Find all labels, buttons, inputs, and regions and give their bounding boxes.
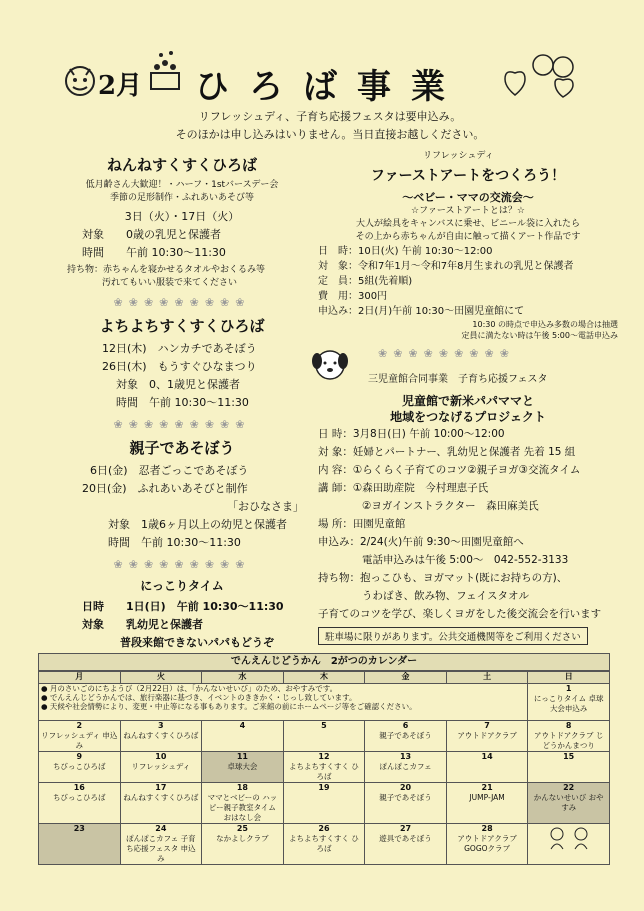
- calendar-day-13: [365, 752, 447, 783]
- day-number: 5: [321, 721, 327, 730]
- calendar-day-3: [120, 721, 202, 752]
- yochi-line2: 26日(木) もうすぐひなまつり: [102, 360, 257, 373]
- notice-line-2: そのほかは申し込みはいりません。当日直接お越しください。: [175, 128, 485, 141]
- festa-header-area: [318, 341, 618, 393]
- nikkori-date: 日時 1日(日) 午前 10:30～11:30: [82, 600, 284, 613]
- oyako-target: 対象 1歳6ヶ月以上の幼児と保護者: [108, 518, 287, 531]
- festa-lecturer2: ②ヨガインストラクター 森田麻美氏: [362, 500, 539, 512]
- calendar-day-14: [446, 752, 528, 783]
- day-event: 遊具であそぼう: [379, 834, 432, 843]
- day-number: 9: [76, 752, 83, 761]
- calendar-day-18: [202, 783, 284, 824]
- day-number: 8: [565, 721, 572, 730]
- day-number: 27: [399, 824, 412, 833]
- day-event: 親子であそぼう: [379, 793, 432, 802]
- refresh-what: ☆ファーストアートとは？☆: [411, 206, 525, 216]
- day-event: よちよちすくすく ひろば: [289, 762, 359, 781]
- day-event: リフレッシュディ: [131, 762, 191, 771]
- calendar-week-2: [39, 721, 610, 752]
- day-number: 17: [155, 783, 167, 792]
- calendar-day-9: [39, 752, 121, 783]
- day-number: 21: [481, 783, 493, 792]
- festa-lecturer1: 講 師：①森田助産院 今村理恵子氏: [318, 482, 489, 494]
- refresh-title: ファーストアートをつくろう！: [370, 168, 566, 184]
- festa-bring1: 持ち物：抱っこひも、ヨガマット(既にお持ちの方)、: [318, 572, 568, 584]
- oyako-title: 親子であそぼう: [129, 439, 235, 457]
- oyako-section: [52, 437, 312, 552]
- refresh-capacity: 定 員：5組(先着順): [318, 276, 413, 287]
- oyako-line1: 6日(金) 忍者ごっこであそぼう: [90, 464, 249, 477]
- calendar-day-23: [39, 824, 121, 865]
- day-number: 1: [565, 684, 572, 693]
- calendar-day-10: [120, 752, 202, 783]
- day-number: 15: [563, 752, 575, 761]
- refresh-apply: 申込み：2日(月)午前 10:30～田園児童館にて: [318, 306, 525, 317]
- festa-closing: 子育てのコツを学び、楽しくヨガをした後交流会を行います: [318, 608, 602, 620]
- nikkori-note: 普段来館できないパパもどうぞ: [120, 636, 274, 649]
- day-event: ちびっこひろば: [53, 762, 106, 771]
- festa-label: 三児童館合同事業 子育ち応援フェスタ: [368, 374, 548, 385]
- day-number: 24: [155, 824, 167, 833]
- nenne-title: ねんねすくすくひろば: [106, 156, 257, 174]
- left-column: [52, 152, 312, 652]
- refresh-fee: 費 用：300円: [318, 291, 388, 302]
- oni-mask-icon: [62, 63, 98, 97]
- day-number: 13: [399, 752, 412, 761]
- calendar-week-1: [39, 684, 610, 721]
- day-number: 18: [236, 783, 248, 792]
- day-number: 7: [484, 721, 490, 730]
- festa-title1: 児童館で新米パパママと: [401, 394, 534, 408]
- oyako-line2: 20日(金) ふれあいあそびと制作: [82, 482, 248, 495]
- refresh-target: 対 象：令和7年1月～令和7年8月生まれの乳児と保護者: [318, 261, 574, 272]
- calendar-title: でんえんじどうかん 2がつのカレンダー: [38, 653, 610, 671]
- calendar-day-4: [202, 721, 284, 752]
- day-event: ねんねすくすくひろば: [123, 793, 199, 802]
- calendar-day-5: [283, 721, 365, 752]
- page-header: [0, 55, 644, 105]
- calendar-day-11: [202, 752, 284, 783]
- day-number: 20: [399, 783, 412, 792]
- bean-box-icon: [145, 47, 185, 95]
- nenne-dates: 3日（火）・17日（火）: [124, 210, 240, 223]
- calendar-week-3: [39, 752, 610, 783]
- day-event: にっこりタイム 卓球大会申込み: [533, 694, 604, 713]
- weekday-sun: 日: [528, 672, 610, 684]
- yochi-title: よちよちすくすくひろば: [99, 317, 265, 335]
- nenne-time: 時間 午前 10:30～11:30: [82, 246, 226, 259]
- day-event: アウトドアクラブ じどうかんまつり: [533, 731, 604, 750]
- day-number: 28: [481, 824, 493, 833]
- day-number: 16: [73, 783, 85, 792]
- day-number: 23: [73, 824, 85, 833]
- nenne-section: [52, 154, 312, 290]
- festa-section: [318, 393, 618, 645]
- calendar-day-20: [365, 783, 447, 824]
- calendar-day-15: [528, 752, 610, 783]
- refresh-apply-note1: 10:30 の時点で申込み多数の場合は抽選: [472, 320, 618, 329]
- day-event: ちびっこひろば: [53, 793, 106, 802]
- day-event: ねんねすくすくひろば: [123, 731, 199, 740]
- flower-divider-1: ❀❀❀❀❀❀❀❀❀: [113, 296, 251, 309]
- calendar-day-12: [283, 752, 365, 783]
- calendar-week-4: [39, 783, 610, 824]
- day-event: JUMP-JAM: [469, 793, 505, 802]
- calendar-day-6: [365, 721, 447, 752]
- nikkori-target: 対象 乳幼児と保護者: [82, 618, 203, 631]
- nenne-sub2: 季節の足形制作・ふれあいあそび等: [109, 193, 254, 203]
- calendar-day-empty: [528, 824, 610, 865]
- oyako-line3: 「おひなさま」: [227, 500, 304, 513]
- right-column: [318, 150, 618, 645]
- yochi-section: [52, 315, 312, 412]
- calendar-day-1: [528, 684, 610, 721]
- day-event: 卓球大会: [227, 762, 258, 771]
- weekday-thu: 木: [283, 672, 365, 684]
- nenne-bring1: 持ち物：赤ちゃんを寝かせるタオルやおくるみ等: [67, 265, 266, 275]
- children-illustration-icon: [539, 825, 599, 851]
- calendar-weekday-row: [39, 672, 610, 684]
- nenne-target: 対象 0歳の乳児と保護者: [82, 228, 221, 241]
- festa-target: 対 象：妊婦とパートナー、乳幼児と保護者 先着 15 組: [318, 446, 576, 458]
- day-event: ぽんぽこカフェ 子育ち応援フェスタ 申込み: [126, 834, 196, 863]
- calendar-day-16: [39, 783, 121, 824]
- calendar-day-7: [446, 721, 528, 752]
- nikkori-title: にっこりタイム: [140, 579, 224, 593]
- refresh-section: [318, 150, 618, 341]
- page-title: ひろば事業: [195, 67, 465, 107]
- day-number: 11: [236, 752, 248, 761]
- calendar-table: [38, 671, 610, 865]
- day-number: 19: [318, 783, 330, 792]
- refresh-apply-note2: 定員に満たない時は午後 5:00～電話申込み: [461, 331, 618, 340]
- flower-divider-2: ❀❀❀❀❀❀❀❀❀: [113, 418, 251, 431]
- calendar-week-5: [39, 824, 610, 865]
- calendar-day-27: [365, 824, 447, 865]
- refresh-subtitle: ～ベビー・ママの交流会～: [402, 191, 534, 204]
- nenne-sub1: 低月齢さん大歓迎！・ハーフ・1stバースデー会: [85, 180, 279, 190]
- refresh-desc2: その上から赤ちゃんが自由に触って描くアート作品です: [355, 232, 581, 242]
- calendar-day-22: [528, 783, 610, 824]
- refresh-label: リフレッシュディ: [423, 151, 494, 161]
- calendar: [38, 653, 610, 865]
- festa-bring2: うわばき、飲み物、フェイスタオル: [362, 590, 529, 602]
- day-number: 22: [563, 783, 575, 792]
- weekday-tue: 火: [120, 672, 202, 684]
- day-event: ぽんぽこカフェ: [379, 762, 432, 771]
- notice: [150, 108, 510, 144]
- day-number: 4: [239, 721, 246, 730]
- day-number: 14: [481, 752, 493, 761]
- day-number: 25: [236, 824, 248, 833]
- day-event: アウトドアクラブ: [457, 731, 517, 740]
- weekday-sat: 土: [446, 672, 528, 684]
- festa-place: 場 所：田園児童館: [318, 518, 406, 530]
- nikkori-section: [52, 577, 312, 652]
- day-event: 親子であそぼう: [379, 731, 432, 740]
- day-number: 26: [318, 824, 330, 833]
- yochi-time: 時間 午前 10:30～11:30: [116, 396, 249, 409]
- festa-apply2: 電話申込みは午後 5:00～ 042-552-3133: [362, 554, 569, 566]
- weekday-wed: 水: [202, 672, 284, 684]
- month-badge: 2月: [98, 71, 143, 101]
- calendar-day-28: [446, 824, 528, 865]
- flower-divider-4: ❀❀❀❀❀❀❀❀❀: [378, 347, 515, 360]
- day-event: なかよしクラブ: [216, 834, 269, 843]
- calendar-day-8: [528, 721, 610, 752]
- calendar-day-21: [446, 783, 528, 824]
- day-event: リフレッシュディ 申込み: [41, 731, 118, 750]
- day-event: よちよちすくすく ひろば: [289, 834, 359, 853]
- day-event: ママとベビーの ハッピー親子教室タイム おはなし会: [207, 793, 278, 822]
- calendar-note-2: ● でんえんじどうかんでは、旅行楽器に基づき、イベントのききかく・じっし致しています。: [41, 693, 357, 702]
- day-event: アウトドアクラブ GOGOクラブ: [457, 834, 517, 853]
- festa-content: 内 容：①らくらく子育てのコツ②親子ヨガ③交流タイム: [318, 464, 581, 476]
- nenne-bring2: 汚れてもいい服装で来てください: [102, 278, 238, 288]
- calendar-notes: [39, 684, 528, 721]
- day-number: 10: [155, 752, 167, 761]
- yochi-line1: 12日(木) ハンカチであそぼう: [102, 342, 257, 355]
- notice-line-1: リフレッシュディ、子育ち応援フェスタは要申込み。: [198, 110, 462, 123]
- calendar-note-1: ● 月のさいごのにちようび（2月22日）は、「かんないせいび」のため、おやすみです。: [41, 684, 338, 693]
- festa-date: 日 時：3月8日(日) 午前 10:00～12:00: [318, 428, 505, 440]
- calendar-day-26: [283, 824, 365, 865]
- calendar-day-24: [120, 824, 202, 865]
- calendar-note-3: ● 天候や社会情勢により、変更・中止等になる事もあります。ご来館の前にホームページ等をご確認ください。: [41, 702, 417, 711]
- calendar-day-2: [39, 721, 121, 752]
- refresh-desc1: 大人が絵具をキャンバスに乗せ、ビニール袋に入れたら: [356, 219, 580, 229]
- calendar-day-19: [283, 783, 365, 824]
- day-number: 3: [158, 721, 164, 730]
- day-number: 6: [402, 721, 409, 730]
- day-number: 12: [318, 752, 330, 761]
- oyako-time: 時間 午前 10:30～11:30: [108, 536, 241, 549]
- weekday-mon: 月: [39, 672, 121, 684]
- calendar-day-17: [120, 783, 202, 824]
- flower-divider-3: ❀❀❀❀❀❀❀❀❀: [113, 558, 251, 571]
- parking-notice: 駐車場に限りがあります。公共交通機関等をご利用ください: [318, 627, 588, 645]
- weekday-fri: 金: [365, 672, 447, 684]
- bears-hearts-icon: [495, 49, 585, 99]
- refresh-date: 日 時：10日(火) 午前 10:30～12:00: [318, 246, 493, 257]
- festa-title2: 地域をつなげるプロジェクト: [390, 410, 546, 424]
- day-number: 2: [76, 721, 83, 730]
- day-event: かんないせいび おやすみ: [533, 793, 604, 812]
- festa-apply1: 申込み：2/24(火)午前 9:30～田園児童館へ: [318, 536, 524, 548]
- yochi-target: 対象 0、1歳児と保護者: [116, 378, 240, 391]
- calendar-day-25: [202, 824, 284, 865]
- dog-illustration-icon: [308, 343, 352, 387]
